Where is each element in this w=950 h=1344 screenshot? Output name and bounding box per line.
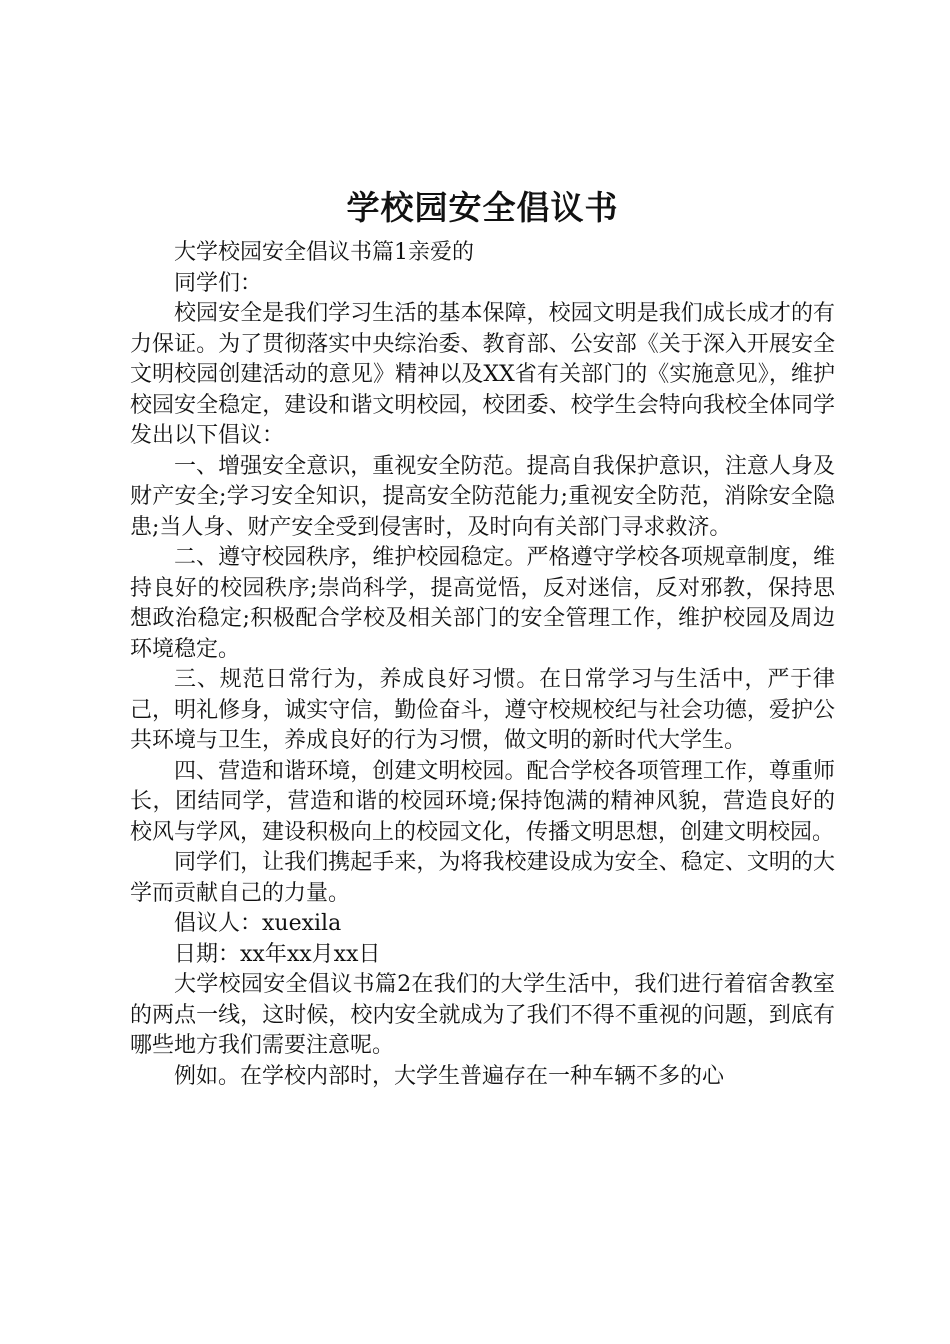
paragraph-preamble: 校园安全是我们学习生活的基本保障，校园文明是我们成长成才的有力保证。为了贯彻落实中央综治委、教育部、公安部《关于深入开展安全文明校园创建活动的意见》精神以及XX省有关部门的《实施意见》，维护校园安全稳定，建设和谐文明校园，校团委、校学生会特向我校全体同学发出以下倡议： — [130, 301, 835, 448]
paragraph-intro: 大学校园安全倡议书篇1亲爱的 — [174, 240, 474, 265]
paragraph-salutation: 同学们： — [174, 270, 263, 296]
paragraph-point-3: 三、规范日常行为，养成良好习惯。在日常学习与生活中，严于律己，明礼修身，诚实守信，勤俭奋斗，遵守校规校纪与社会功德，爱护公共环境与卫生，养成良好的行为习惯，做文明的新时代大学生。 — [130, 667, 835, 753]
paragraph-closing: 同学们，让我们携起手来，为将我校建设成为安全、稳定、文明的大学而贡献自己的力量。 — [130, 850, 835, 906]
paragraph-article-2: 大学校园安全倡议书篇2在我们的大学生活中，我们进行着宿舍教室的两点一线，这时候，校内安全就成为了我们不得不重视的问题，到底有哪些地方我们需要注意呢。 — [130, 972, 835, 1058]
paragraph-point-4: 四、营造和谐环境，创建文明校园。配合学校各项管理工作，尊重师长，团结同学，营造和谐的校园环境;保持饱满的精神风貌，营造良好的校风与学风，建设积极向上的校园文化，传播文明思想，创建文明校园。 — [130, 758, 835, 845]
document-page — [130, 180, 835, 1092]
document-title: 学校园安全倡议书 — [346, 188, 619, 227]
paragraph-example: 例如。在学校内部时，大学生普遍存在一种车辆不多的心 — [174, 1063, 725, 1089]
paragraph-initiator: 倡议人：xuexila — [174, 911, 342, 936]
paragraph-point-1: 一、增强安全意识，重视安全防范。提高自我保护意识，注意人身及财产安全;学习安全知识，提高安全防范能力;重视安全防范，消除安全隐患;当人身、财产安全受到侵害时，及时向有关部门寻求救济。 — [130, 453, 835, 540]
paragraph-point-2: 二、遵守校园秩序，维护校园稳定。严格遵守学校各项规章制度，维持良好的校园秩序;崇尚科学，提高觉悟，反对迷信，反对邪教，保持思想政治稳定;积极配合学校及相关部门的安全管理工作，维护校园及周边环境稳定。 — [130, 545, 835, 662]
paragraph-date: 日期：xx年xx月xx日 — [174, 941, 381, 967]
document-body — [130, 238, 835, 1092]
